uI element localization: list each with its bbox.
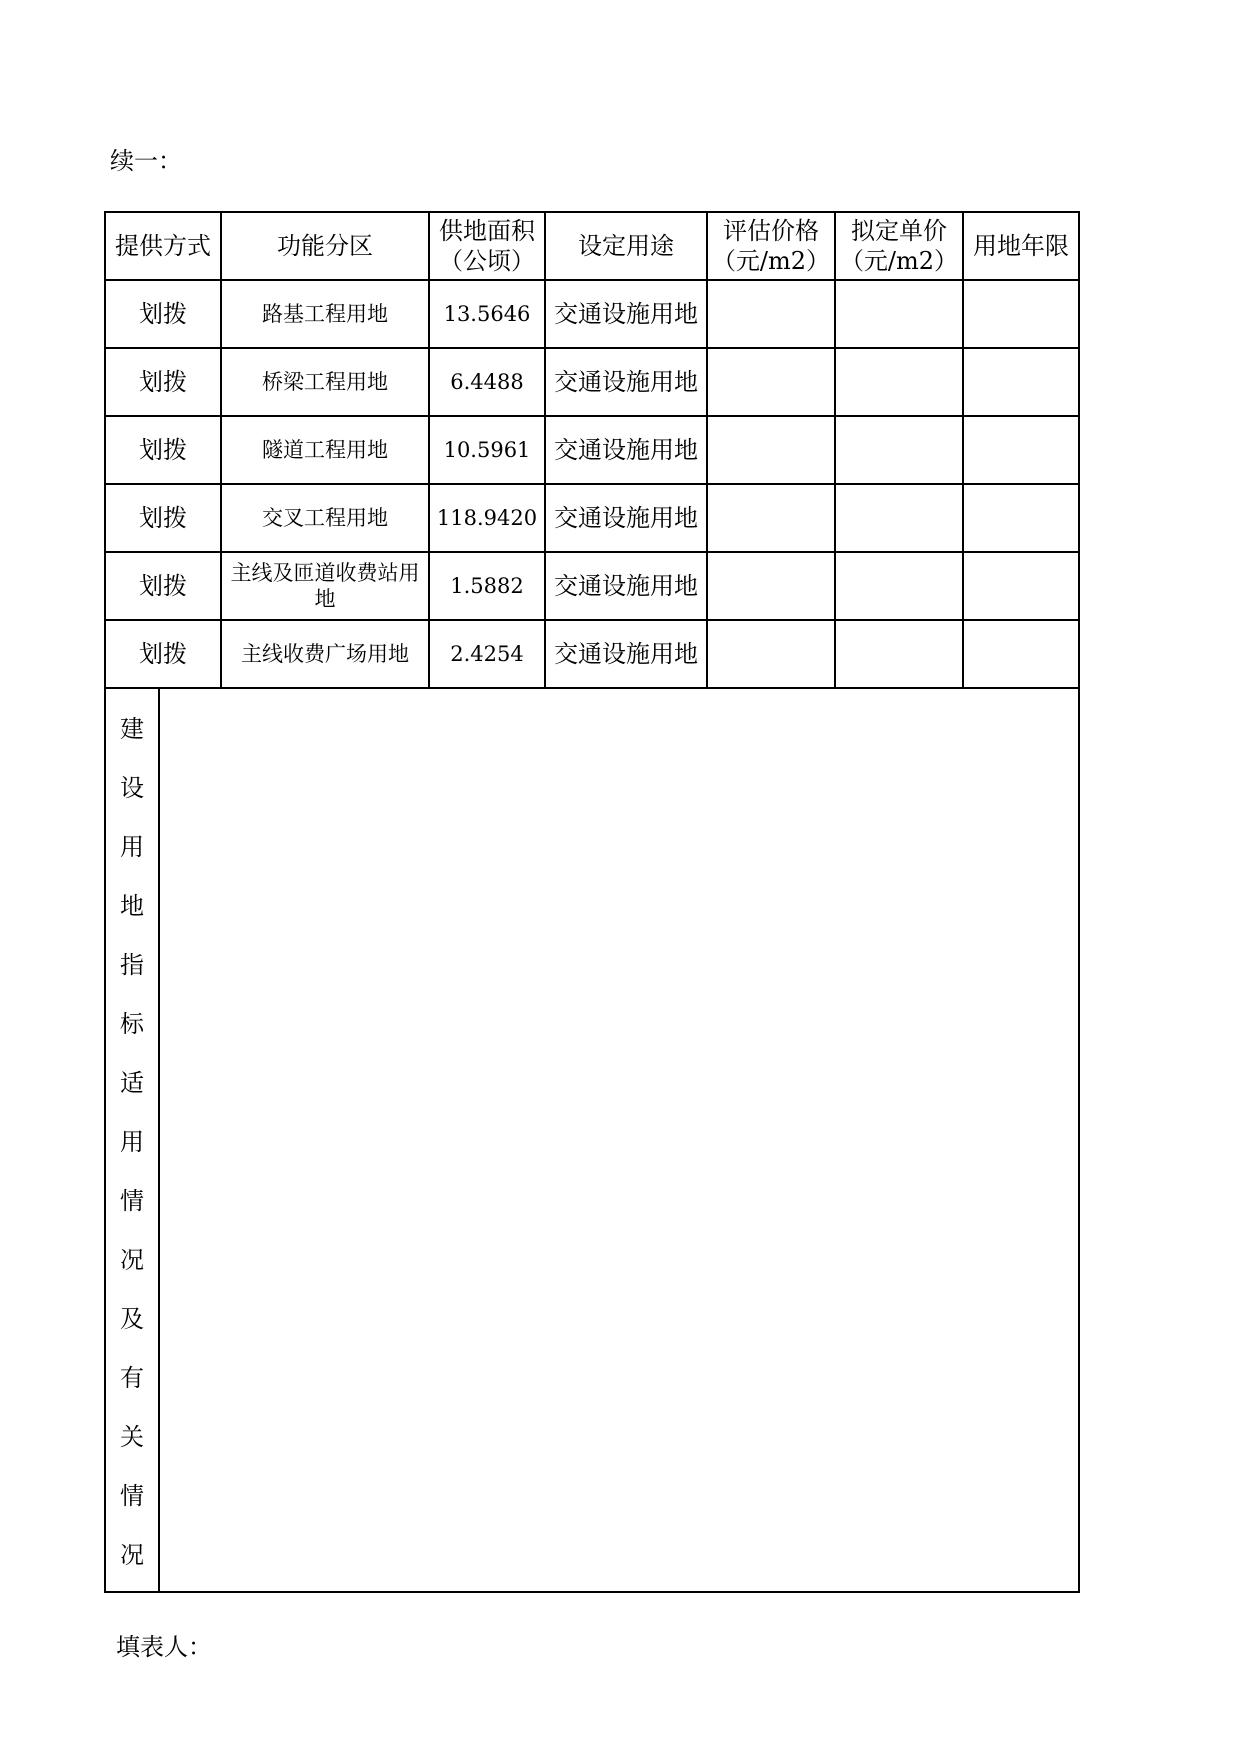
header-zone: 功能分区 — [221, 212, 429, 280]
cell-method: 划拨 — [105, 484, 221, 552]
cell-area: 1.5882 — [429, 552, 545, 620]
continuation-label: 续一： — [110, 147, 182, 175]
remarks-label-char: 况 — [120, 1540, 144, 1569]
cell-use: 交通设施用地 — [545, 280, 707, 348]
remarks-label-char: 及 — [120, 1304, 144, 1333]
cell-zone: 隧道工程用地 — [221, 416, 429, 484]
remarks-content[interactable] — [159, 688, 1079, 1592]
header-land-term: 用地年限 — [963, 212, 1079, 280]
header-assessed-price-line2: （元/m2） — [711, 247, 831, 275]
remarks-label-char: 建 — [120, 714, 144, 743]
cell-land-term[interactable] — [963, 280, 1079, 348]
remarks-row — [105, 688, 1079, 1592]
cell-proposed-price[interactable] — [835, 552, 963, 620]
cell-area: 6.4488 — [429, 348, 545, 416]
header-proposed-price — [835, 212, 963, 280]
table-row — [105, 348, 1079, 416]
cell-land-term[interactable] — [963, 620, 1079, 688]
cell-zone: 主线及匝道收费站用地 — [221, 552, 429, 620]
cell-zone: 路基工程用地 — [221, 280, 429, 348]
remarks-label-char: 情 — [120, 1481, 144, 1510]
cell-method: 划拨 — [105, 348, 221, 416]
remarks-label-char: 况 — [120, 1245, 144, 1274]
remarks-label-char: 关 — [120, 1422, 144, 1451]
header-use: 设定用途 — [545, 212, 707, 280]
cell-method: 划拨 — [105, 552, 221, 620]
remarks-label — [105, 688, 159, 1592]
remarks-label-char: 用 — [120, 832, 144, 861]
header-assessed-price-line1: 评估价格 — [723, 217, 819, 245]
header-proposed-price-line1: 拟定单价 — [851, 217, 947, 245]
cell-assessed-price[interactable] — [707, 280, 835, 348]
table-row — [105, 552, 1079, 620]
land-supply-table — [104, 211, 1080, 1593]
table-row — [105, 280, 1079, 348]
table-row — [105, 484, 1079, 552]
cell-use: 交通设施用地 — [545, 484, 707, 552]
cell-land-term[interactable] — [963, 348, 1079, 416]
header-area-line2: （公顷） — [439, 247, 535, 275]
remarks-label-char: 用 — [120, 1127, 144, 1156]
cell-assessed-price[interactable] — [707, 348, 835, 416]
cell-proposed-price[interactable] — [835, 416, 963, 484]
table-row — [105, 620, 1079, 688]
cell-use: 交通设施用地 — [545, 348, 707, 416]
header-proposed-price-line2: （元/m2） — [839, 247, 959, 275]
cell-area: 2.4254 — [429, 620, 545, 688]
cell-area: 10.5961 — [429, 416, 545, 484]
cell-assessed-price[interactable] — [707, 552, 835, 620]
cell-assessed-price[interactable] — [707, 484, 835, 552]
cell-land-term[interactable] — [963, 416, 1079, 484]
cell-zone: 主线收费广场用地 — [221, 620, 429, 688]
cell-proposed-price[interactable] — [835, 280, 963, 348]
cell-proposed-price[interactable] — [835, 484, 963, 552]
remarks-label-char: 适 — [120, 1068, 144, 1097]
cell-assessed-price[interactable] — [707, 416, 835, 484]
cell-assessed-price[interactable] — [707, 620, 835, 688]
cell-area: 13.5646 — [429, 280, 545, 348]
header-supply-method: 提供方式 — [105, 212, 221, 280]
cell-zone: 桥梁工程用地 — [221, 348, 429, 416]
remarks-label-char: 标 — [120, 1009, 144, 1038]
remarks-label-char: 有 — [120, 1363, 144, 1392]
cell-proposed-price[interactable] — [835, 620, 963, 688]
table-header-row — [105, 212, 1079, 280]
cell-method: 划拨 — [105, 620, 221, 688]
remarks-label-char: 情 — [120, 1186, 144, 1215]
cell-area: 118.9420 — [429, 484, 545, 552]
filler-label: 填表人： — [116, 1633, 212, 1661]
header-assessed-price — [707, 212, 835, 280]
cell-method: 划拨 — [105, 280, 221, 348]
cell-land-term[interactable] — [963, 552, 1079, 620]
cell-zone: 交叉工程用地 — [221, 484, 429, 552]
cell-land-term[interactable] — [963, 484, 1079, 552]
table-row — [105, 416, 1079, 484]
cell-use: 交通设施用地 — [545, 552, 707, 620]
remarks-label-char: 地 — [120, 891, 144, 920]
header-area-line1: 供地面积 — [439, 217, 535, 245]
cell-use: 交通设施用地 — [545, 416, 707, 484]
remarks-label-char: 指 — [120, 950, 144, 979]
remarks-label-char: 设 — [120, 773, 144, 802]
header-area — [429, 212, 545, 280]
cell-proposed-price[interactable] — [835, 348, 963, 416]
cell-method: 划拨 — [105, 416, 221, 484]
cell-use: 交通设施用地 — [545, 620, 707, 688]
